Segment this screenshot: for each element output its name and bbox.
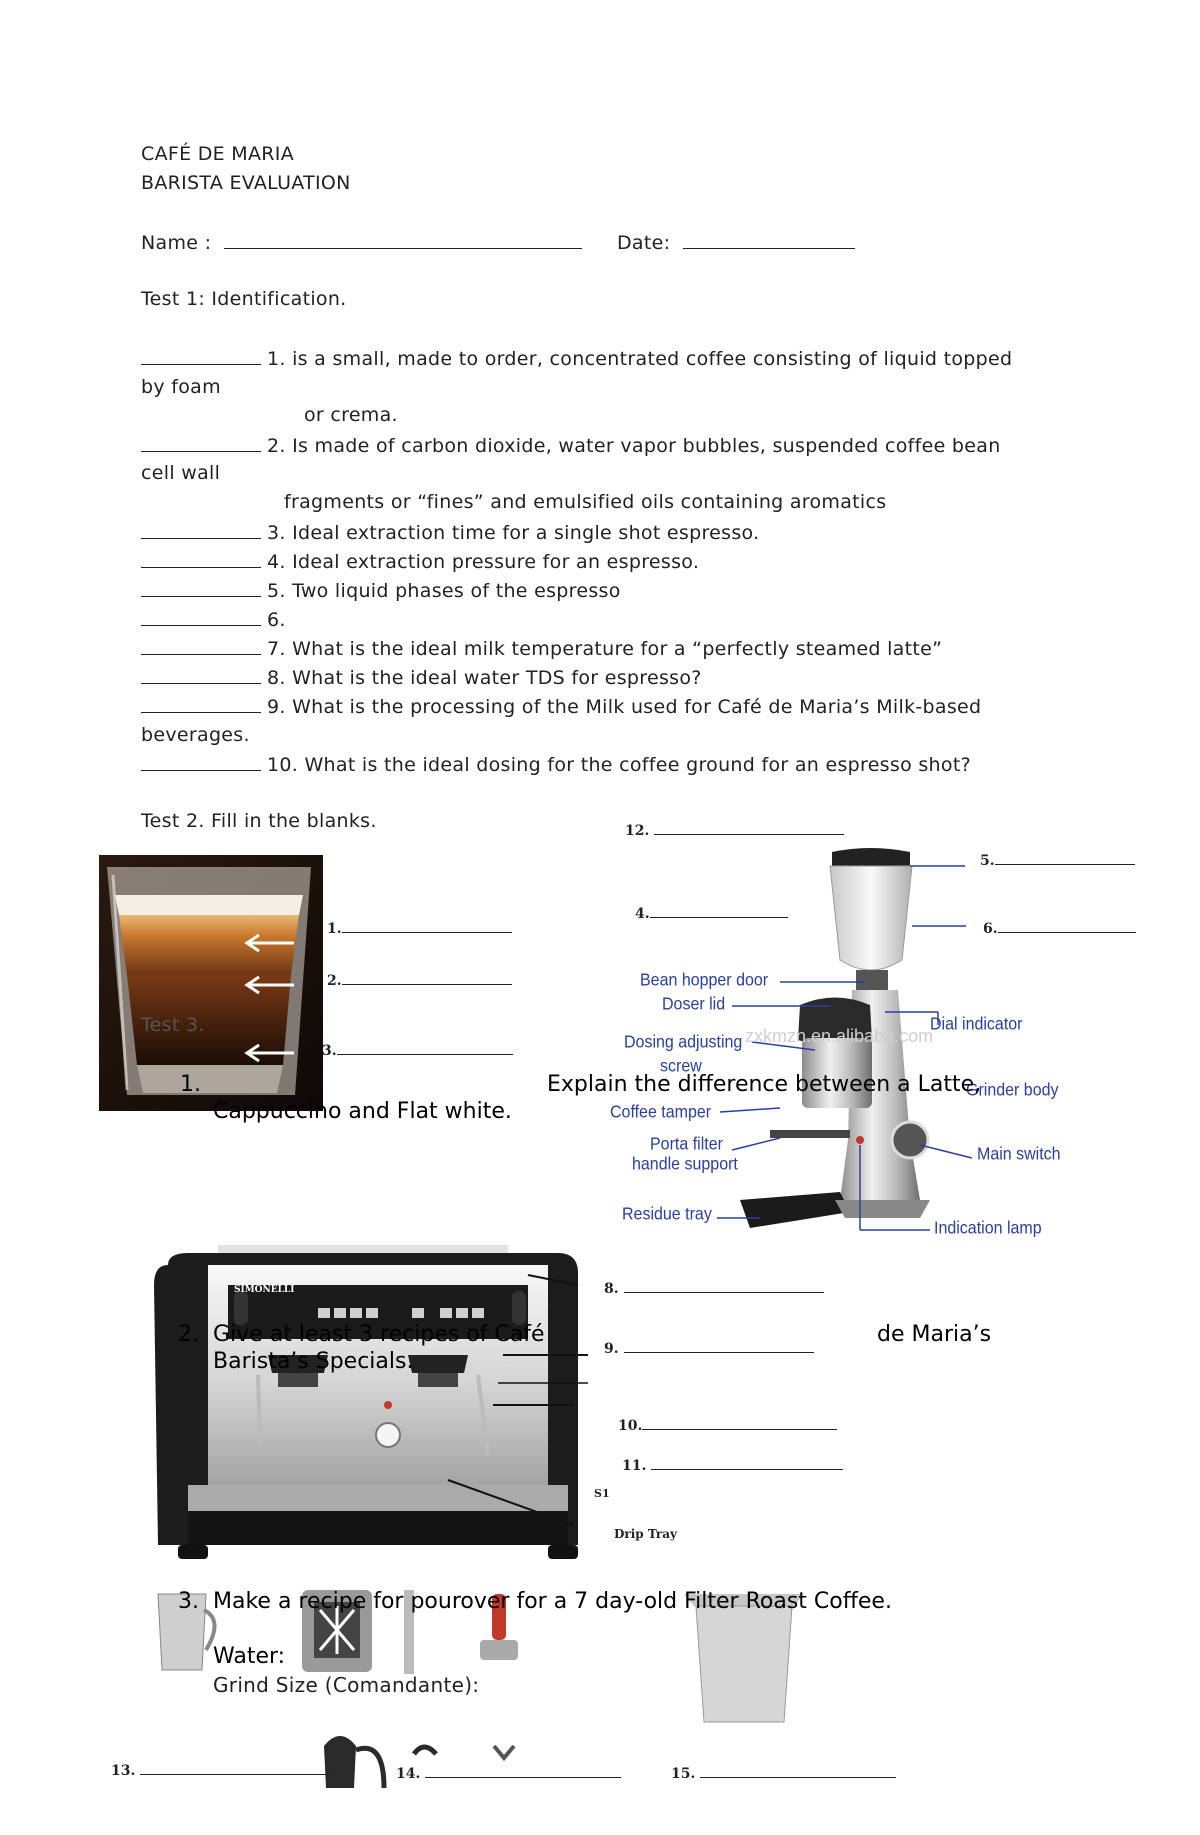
espresso-machine-image — [148, 1245, 608, 1575]
grinder-label-12: 12. — [625, 820, 844, 839]
grind-size-label: Grind Size (Comandante): — [213, 1673, 480, 1697]
test3-item1-number: 1. — [180, 1072, 201, 1097]
callout-indication-lamp: Indication lamp — [934, 1219, 1042, 1238]
tool-blank-15[interactable] — [700, 1763, 896, 1778]
callout-bean-hopper-door: Bean hopper door — [640, 971, 769, 990]
tool-label-14: 14. — [396, 1763, 621, 1782]
question-2: 2. Is made of carbon dioxide, water vapor bubbles, suspended coffee bean — [141, 433, 1001, 457]
espresso-blank-3[interactable] — [337, 1040, 513, 1055]
test3-item1-text: Explain the difference between a Latte, — [547, 1072, 982, 1097]
answer-blank-6[interactable] — [141, 607, 261, 626]
grinder-label-5: 5. — [980, 850, 1135, 869]
callout-grinder-body: Grinder body — [966, 1081, 1059, 1100]
answer-blank-7[interactable] — [141, 636, 261, 655]
grinder-blank-6[interactable] — [998, 918, 1136, 933]
tool-blank-14[interactable] — [425, 1763, 621, 1778]
grinder-blank-12[interactable] — [654, 820, 844, 835]
grinder-blank-4[interactable] — [650, 903, 788, 918]
callout-dosing-adjusting: Dosing adjusting — [624, 1033, 743, 1052]
grinder-label-4: 4. — [635, 903, 788, 922]
answer-blank-3[interactable] — [141, 520, 261, 539]
test3-item3-text: Make a recipe for pourover for a 7 day-old Filter Roast Coffee. — [213, 1589, 892, 1614]
date-label: Date: — [617, 232, 671, 254]
machine-blank-8[interactable] — [624, 1278, 824, 1293]
question-7: 7. What is the ideal milk temperature for a “perfectly steamed latte” — [141, 636, 942, 660]
machine-blank-11[interactable] — [651, 1455, 843, 1470]
test3-item1-text-cont: Cappuccino and Flat white. — [213, 1099, 512, 1124]
machine-label-8: 8. — [604, 1278, 824, 1297]
name-blank[interactable] — [224, 230, 582, 249]
name-field — [141, 230, 582, 254]
machine-brand: SIMONELLI — [234, 1285, 295, 1295]
espresso-glass-image — [99, 855, 323, 1111]
answer-blank-10[interactable] — [141, 752, 261, 771]
tool-blank-13[interactable] — [140, 1760, 334, 1775]
tool-label-15: 15. — [671, 1763, 896, 1782]
test1-title: Test 1: Identification. — [141, 288, 347, 310]
question-4: 4. Ideal extraction pressure for an espresso. — [141, 549, 699, 573]
answer-blank-8[interactable] — [141, 665, 261, 684]
question-9-cont: beverages. — [141, 724, 250, 746]
callout-screw: screw — [660, 1057, 702, 1076]
espresso-blank-2[interactable] — [342, 970, 512, 985]
machine-label-11: 11. — [622, 1455, 843, 1474]
machine-label-10: 10. — [618, 1415, 837, 1434]
test3-item3-number: 3. — [178, 1589, 199, 1614]
date-blank[interactable] — [683, 230, 855, 249]
question-10: 10. What is the ideal dosing for the coffee ground for an espresso shot? — [141, 752, 971, 776]
test3-item2-number: 2. — [178, 1322, 199, 1347]
grinder-blank-5[interactable] — [995, 850, 1135, 865]
question-6: 6. — [141, 607, 286, 631]
callout-residue-tray: Residue tray — [622, 1205, 712, 1224]
date-field — [617, 230, 855, 254]
question-2-cont: cell wall — [141, 462, 221, 484]
grinder-label-6: 6. — [983, 918, 1136, 937]
question-8: 8. What is the ideal water TDS for espresso? — [141, 665, 702, 689]
answer-blank-2[interactable] — [141, 433, 261, 452]
espresso-label-1: 1. — [327, 918, 512, 937]
test3-item2-text: Give at least 3 recipes of Café — [213, 1322, 545, 1347]
tool-label-13: 13. — [111, 1760, 334, 1779]
name-label: Name : — [141, 232, 212, 254]
callout-porta-filter: Porta filter — [650, 1135, 723, 1154]
question-1: 1. is a small, made to order, concentrated coffee consisting of liquid topped — [141, 346, 1012, 370]
question-1-cont: by foam — [141, 376, 221, 398]
test2-title: Test 2. Fill in the blanks. — [141, 810, 377, 832]
machine-label-9: 9. — [604, 1338, 814, 1357]
machine-blank-10[interactable] — [642, 1415, 837, 1430]
water-label: Water: — [213, 1644, 286, 1669]
question-1-cont2: or crema. — [304, 404, 398, 426]
machine-callout-drip-tray: Drip Tray — [614, 1527, 677, 1541]
document-title: BARISTA EVALUATION — [141, 172, 351, 194]
machine-blank-9[interactable] — [624, 1338, 814, 1353]
callout-doser-lid: Doser lid — [662, 995, 726, 1014]
question-2-cont2: fragments or “fines” and emulsified oils containing aromatics — [284, 491, 887, 513]
answer-blank-1[interactable] — [141, 346, 261, 365]
callout-main-switch: Main switch — [977, 1145, 1061, 1164]
answer-blank-5[interactable] — [141, 578, 261, 597]
espresso-label-3: 3. — [322, 1040, 513, 1059]
callout-handle-support: handle support — [632, 1155, 738, 1174]
cafe-name: CAFÉ DE MARIA — [141, 143, 295, 165]
test3-title: Test 3. — [141, 1014, 205, 1036]
callout-dial-indicator: Dial indicator — [930, 1015, 1023, 1034]
question-9: 9. What is the processing of the Milk used for Café de Maria’s Milk-based — [141, 694, 981, 718]
test3-item2-text-cont: Barista’s Specials. — [213, 1349, 414, 1374]
espresso-label-2: 2. — [327, 970, 512, 989]
answer-blank-9[interactable] — [141, 694, 261, 713]
answer-blank-4[interactable] — [141, 549, 261, 568]
machine-callout-s1: S1 — [594, 1487, 610, 1500]
question-5: 5. Two liquid phases of the espresso — [141, 578, 621, 602]
test3-item2-text-b: de Maria’s — [877, 1322, 992, 1347]
callout-coffee-tamper: Coffee tamper — [610, 1103, 712, 1122]
grinder-watermark: zxkmzn.en.alibaba.com — [745, 1026, 934, 1046]
question-3: 3. Ideal extraction time for a single shot espresso. — [141, 520, 759, 544]
espresso-blank-1[interactable] — [342, 918, 512, 933]
